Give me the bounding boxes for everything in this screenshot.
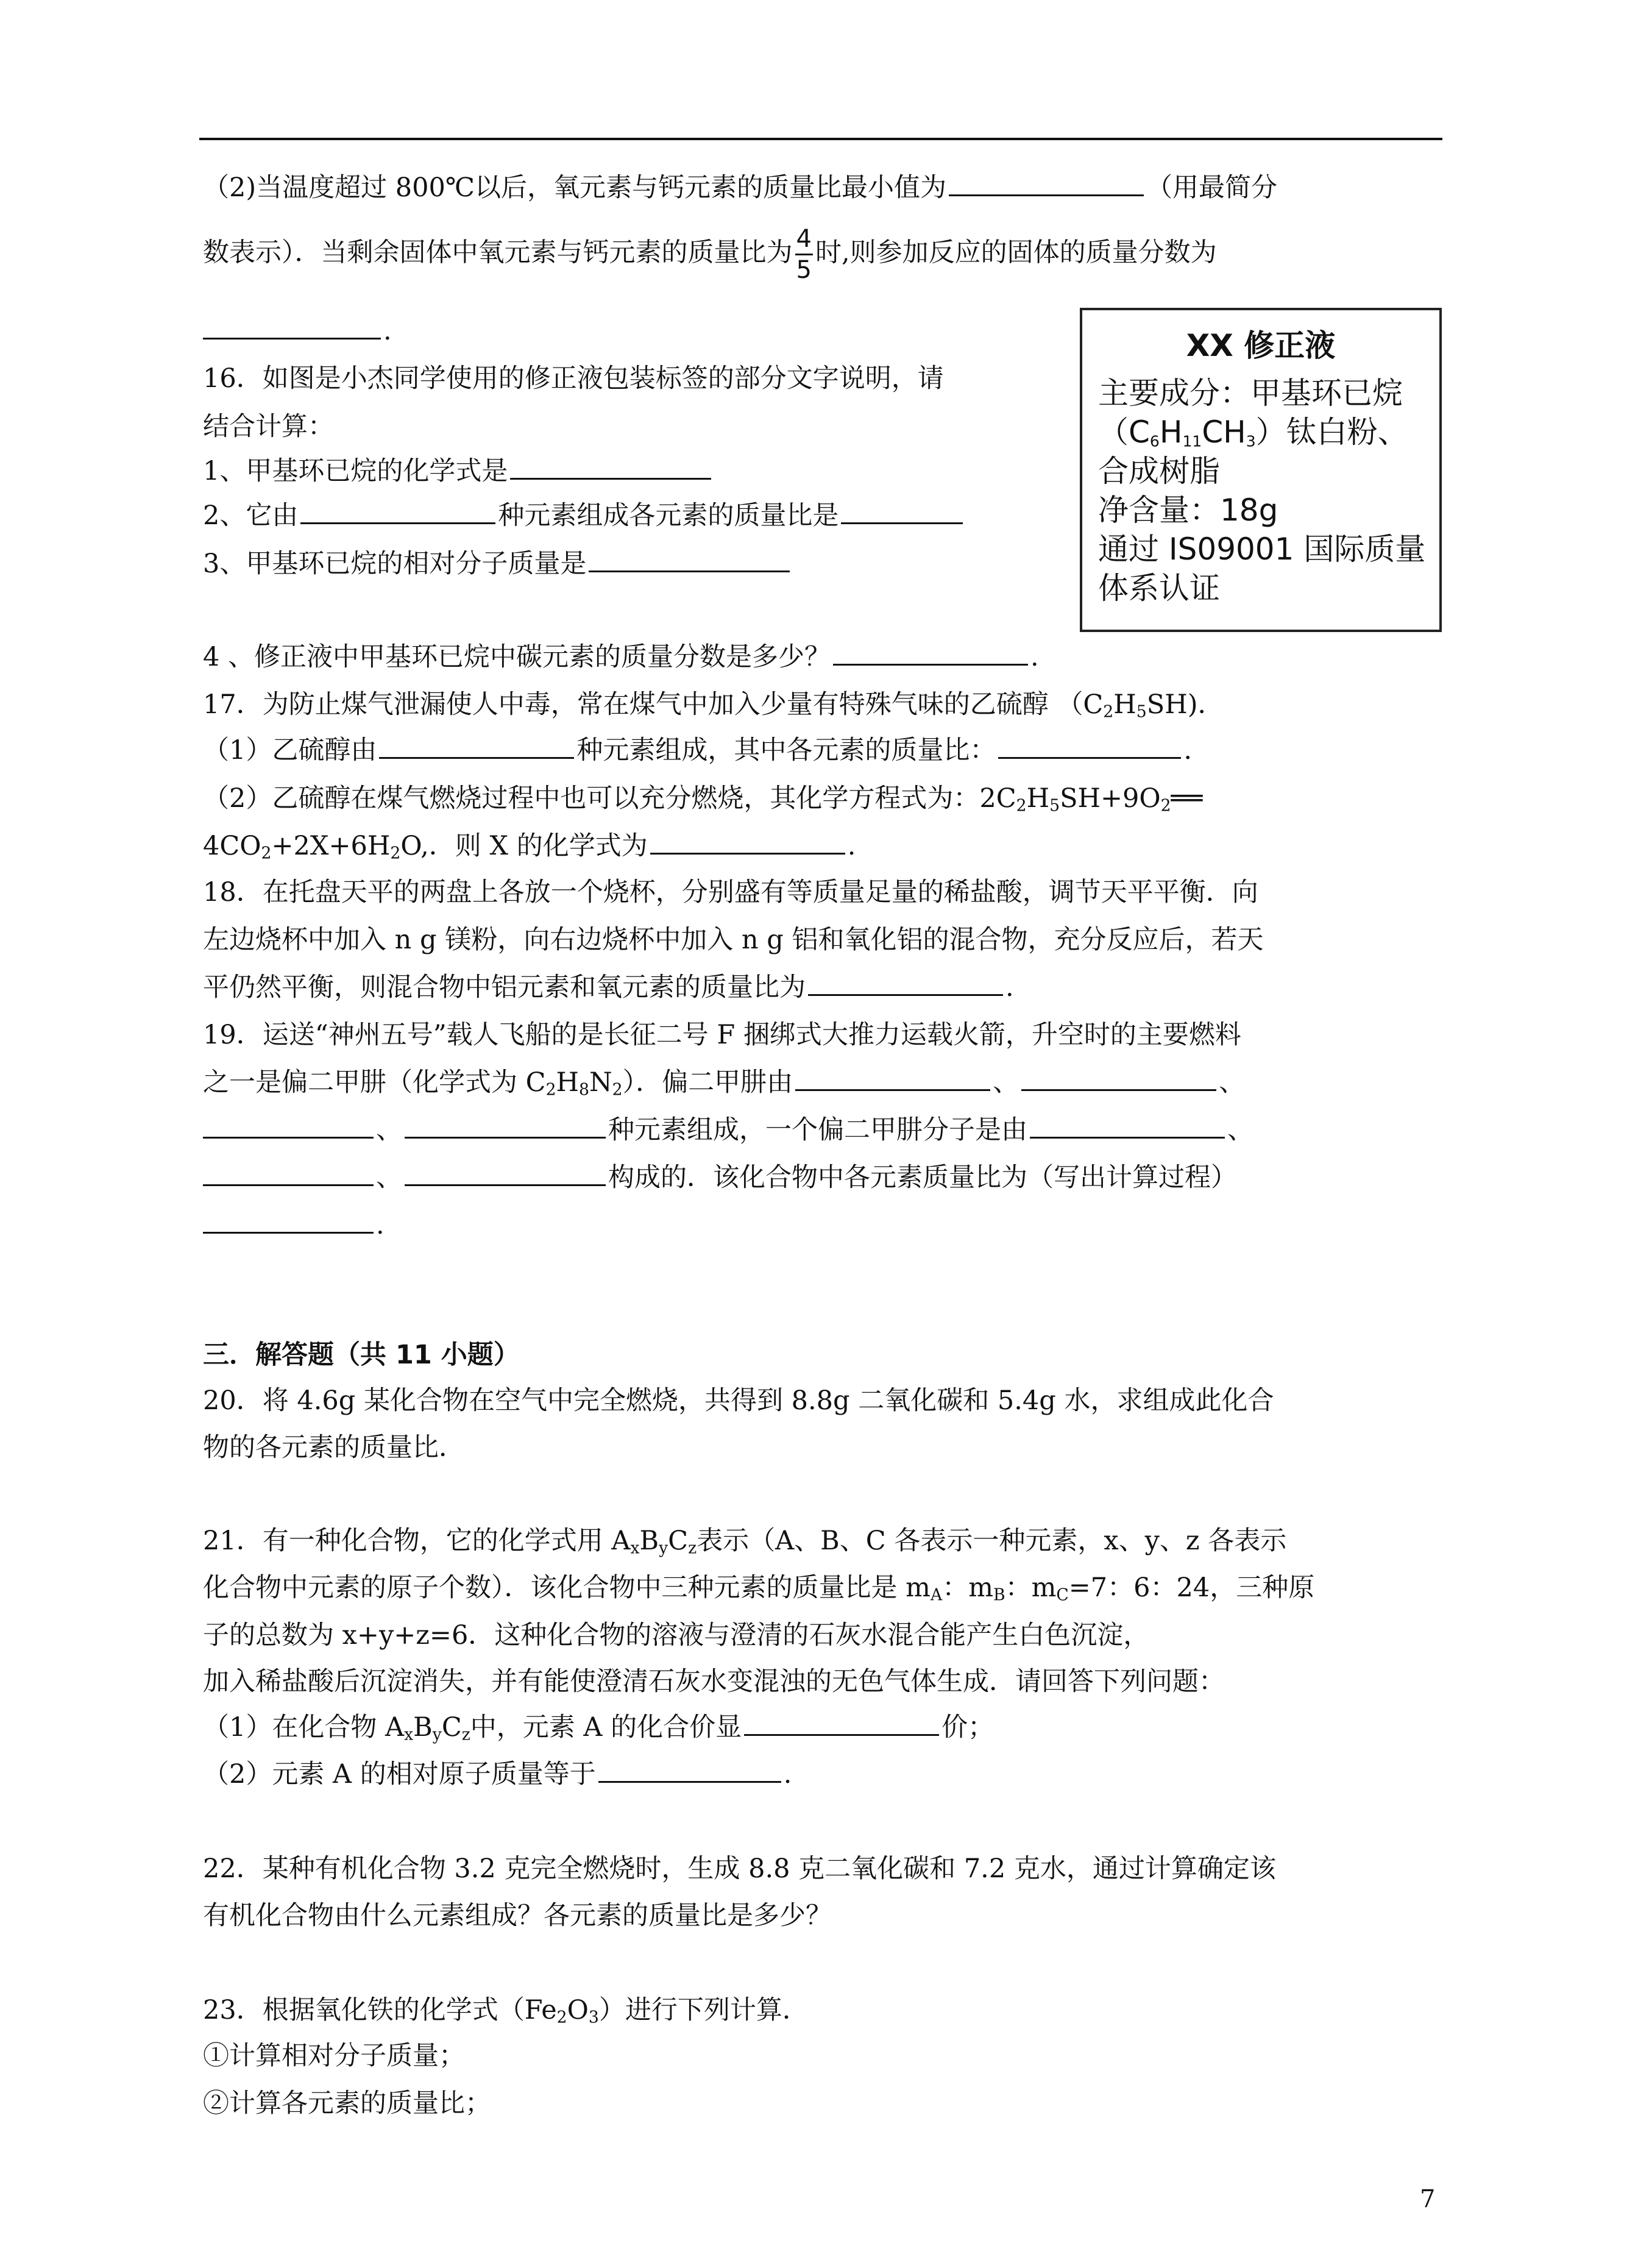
q21-line3: 子的总数为 x+y+z=6．这种化合物的溶液与澄清的石灰水混合能产生白色沉淀， [203,1620,1150,1651]
q16-line5: 3、甲基环已烷的相对分子质量是 [203,550,792,578]
answer-blank[interactable] [795,1068,990,1091]
q15-line2: 数表示）．当剩余固体中氧元素与钙元素的质量比为 $\frac{4}{5}$ 时,则参加反应的固体的质量分数为 [203,225,1217,284]
label-line: 体系认证 [1098,571,1220,606]
label-line: 通过 IS09001 国际质量 [1098,531,1426,567]
answer-blank[interactable] [650,832,845,855]
q15-line3: . [203,317,392,346]
answer-blank[interactable] [405,1164,606,1186]
q16-line3: 1、甲基环已烷的化学式是 [203,457,714,486]
q16-line6: 4 、修正液中甲基环已烷中碳元素的质量分数是多少？ . [203,642,1039,672]
q23-line3: ②计算各元素的质量比； [203,2088,491,2119]
label-line: $(C_6H_{11}CH_3)$钛白粉、 [1098,414,1408,450]
answer-blank[interactable] [203,1164,374,1186]
q21-line6: （2）元素 A 的相对原子质量等于 . [203,1759,792,1790]
q15-line1: （2)当温度超过 800℃以后，氧元素与钙元素的质量比最小值为 （用最简分 [203,172,1277,203]
q19-line1: 19．运送“神州五号”载人飞船的是长征二号 F 捆绑式大推力运载火箭，升空时的主要燃料 [203,1020,1241,1050]
q17-line4: $4CO_2+2X+6H_2O$,．则 X 的化学式为 . [203,831,856,863]
answer-blank[interactable] [203,1116,374,1139]
q21-line5: （1）在化合物 $A_xB_yC_z$中，元素 A 的化合价显 价； [203,1712,994,1744]
q21-line1: 21．有一种化合物，它的化学式用 $A_xB_yC_z$表示（A、B、C 各表示一种元素，x、y、z 各表示 [203,1526,1287,1558]
q22-line1: 22．某种有机化合物 3.2 克完全燃烧时，生成 8.8 克二氧化碳和 7.2 克水，通过计算确定该 [203,1854,1276,1884]
label-line: 净含量：18g [1098,492,1278,528]
fraction: $\frac{4}{5}$ [796,225,812,284]
q19-line2: 之一是偏二甲肼（化学式为 $C_2H_8N_2$）．偏二甲肼由 、 、 [203,1067,1246,1100]
q23-line1: 23．根据氧化铁的化学式$(Fe_2O_3)$进行下列计算． [203,1995,809,2027]
q17-line1: 17．为防止煤气泄漏使人中毒，常在煤气中加入少量有特殊气味的乙硫醇 $(C_2H_5SH)$． [203,689,1224,722]
answer-blank[interactable] [833,643,1028,666]
q18-line3: 平仍然平衡，则混合物中铝元素和氧元素的质量比为 . [203,972,1014,1003]
q16-line1: 16．如图是小杰同学使用的修正液包装标签的部分文字说明，请 [203,363,944,394]
q18-line1: 18．在托盘天平的两盘上各放一个烧杯，分别盛有等质量足量的稀盐酸，调节天平平衡．向 [203,877,1258,908]
answer-blank[interactable] [808,973,1003,996]
answer-blank[interactable] [949,174,1144,196]
label-line: 合成树脂 [1098,453,1220,489]
q21-line4: 加入稀盐酸后沉淀消失，并有能使澄清石灰水变混浊的无色气体生成．请回答下列问题： [203,1666,1225,1697]
page-number: 7 [1420,2185,1436,2213]
section-title: 三．解答题（共 11 小题） [203,1340,520,1370]
label-title: XX 修正液 [1186,328,1336,363]
answer-blank[interactable] [405,1116,606,1139]
answer-blank[interactable] [379,736,574,759]
q23-line2: ①计算相对分子质量； [203,2041,465,2071]
q20-line1: 20．将 4.6g 某化合物在空气中完全燃烧，共得到 8.8g 二氧化碳和 5.4g 水，求组成此化合 [203,1385,1274,1416]
q20-line2: 物的各元素的质量比． [203,1432,465,1463]
q19-line3: 、 种元素组成，一个偏二甲肼分子是由 、 [203,1116,1253,1145]
q21-line2: 化合物中元素的原子个数）．该化合物中三种元素的质量比是 $m_A$：$m_B$：$m_C=7$：6：24，三种原 [203,1573,1315,1605]
q22-line2: 有机化合物由什么元素组成？各元素的质量比是多少？ [203,1900,832,1931]
answer-blank[interactable] [1030,1116,1225,1139]
answer-blank[interactable] [300,502,495,524]
header-rule [199,138,1442,140]
answer-blank[interactable] [998,736,1181,759]
answer-blank[interactable] [1021,1068,1216,1091]
correction-fluid-label [1080,308,1442,632]
answer-blank[interactable] [589,550,790,572]
label-line: 主要成分：甲基环已烷 [1098,375,1403,411]
q16-line2: 结合计算： [203,411,334,442]
answer-blank[interactable] [510,457,711,480]
answer-blank[interactable] [203,1211,374,1234]
q17-line3: （2）乙硫醇在煤气燃烧过程中也可以充分燃烧，其化学方程式为：$2C_2H_5SH+9O_2══$ [203,783,1203,816]
q17-line2: （1）乙硫醇由 种元素组成，其中各元素的质量比： . [203,735,1193,766]
q18-line2: 左边烧杯中加入 n g 镁粉，向右边烧杯中加入 n g 铝和氧化铝的混合物，充分反应后，若天 [203,925,1264,955]
answer-blank[interactable] [203,317,381,339]
answer-blank[interactable] [841,502,963,524]
q19-line5: . [203,1211,385,1240]
q19-line4: 、 构成的．该化合物中各元素质量比为（写出计算过程） [203,1164,1237,1192]
q16-line4: 2、它由 种元素组成各元素的质量比是 [203,502,965,530]
answer-blank[interactable] [744,1713,939,1736]
answer-blank[interactable] [598,1760,781,1783]
